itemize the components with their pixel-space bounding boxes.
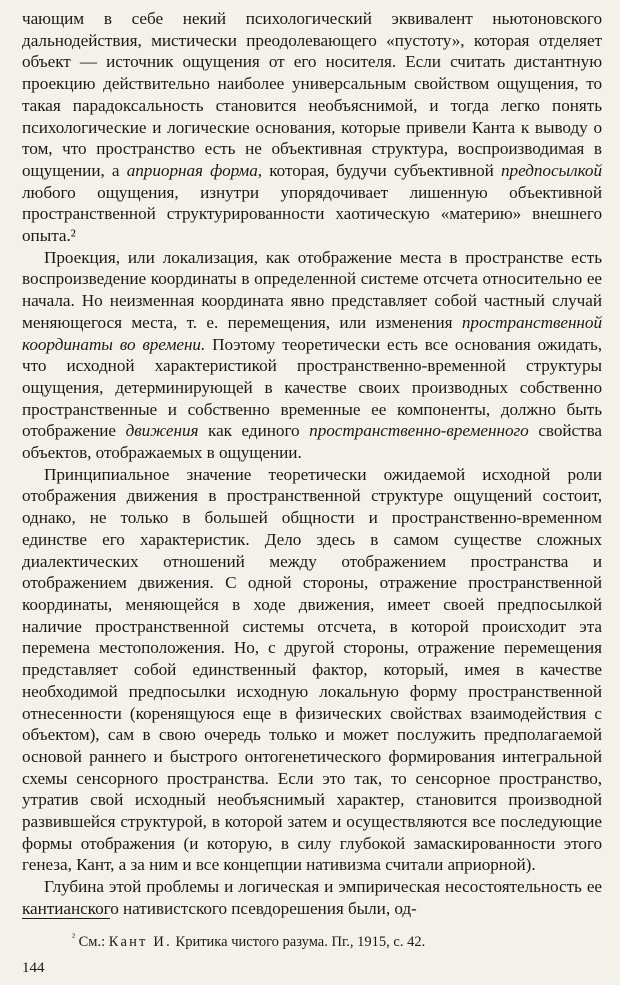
italic-run: движения [125,421,199,441]
text-run: Проекция, или локализация, как отображение места в пространстве есть воспроизведение координаты в определенной системе отсчета относительно ее начала. Но неизменная координата явно представляет собой частный случай меняющегося места, т. е. перемещения, или изменения [22,247,602,332]
footnote-author: Кант И. [108,933,172,950]
paragraph [22,247,602,464]
paragraph [22,876,602,919]
footnote-divider [22,918,110,919]
text-run: Поэтому теоретически есть все основания ожидать, что исходной характеристикой пространственно-временной структуры ощущения, детерминирующей в качестве своих производных собственно пространственные и собственно временные ее компоненты, должно быть отображение [22,334,602,441]
paragraph [22,8,602,247]
body-text [22,8,602,920]
footnote-mark: ² [72,932,75,943]
text-run: как единого [198,421,310,441]
paragraph [22,464,602,876]
footnote-citation: Критика чистого разума. Пг., 1915, с. 42. [171,933,426,950]
text-run: Принципиальное значение теоретически ожидаемой исходной роли отображения движения в пространственной структуре ощущений состоит, однако, не только в большей общности и пространственно-временном единстве его характеристик. Дело здесь в самом существе сложных диалектических отношений между отображением пространства и отображением движения. С одной стороны, отражение пространственной координаты, меняющейся в ходе движения, имеет своей предпосылкой наличие пространственной системы отсчета, в которой происходит эта перемена местоположения. Но, с другой стороны, отражение перемещения представляет собой единственный фактор, который, имея в качестве необходимой предпосылки исходную локальную форму пространственной отнесенности (коренящуюся еще в физических свойствах взаимодействия с объектом), сам в свою очередь только и может послужить предполагаемой основой раннего и быстрого онтогенетического формирования интегральной схемы сенсорного пространства. Если это так, то сенсорное пространство, утратив свой исходный необъяснимый характер, становится производной развившейся структурой, в которой затем и осуществляются все последующие формы отображения (и которую, в силу глубокой замаскированности этого генеза, Кант, а за ним и все концепции нативизма считали априорной). [22,464,602,875]
footnote [72,929,425,951]
italic-run: пространственной координаты во времени. [22,312,602,354]
italic-run: априорная форма [126,160,258,180]
footnote-prefix: См.: [78,933,109,950]
italic-run: предпосылкой [500,160,602,180]
text-run: чающим в себе некий психологический эквивалент ньютоновского дальнодействия, мистически преодолевающего «пустоту», которая отделяет объект — источник ощущения от его носителя. Если считать дистантную проекцию действительно наиболее универсальным свойством ощущения, то такая парадоксальность становится необъяснимой, и тогда легко понять психологические и логические основания, которые привели Канта к выводу о том, что пространство есть не объективная структура, воспроизводимая в ощущении, а [22,9,602,180]
text-run: свойства объектов, отображаемых в ощущении. [22,421,602,463]
text-run: Глубина этой проблемы и логическая и эмпирическая несостоятельность ее кантианского нативистского псевдорешения были, од- [22,877,602,918]
italic-run: пространственно-временного [309,421,529,441]
text-run: любого ощущения, изнутри упорядочивает лишенную объективной пространственной структурированности хаотическую «материю» внешнего опыта.² [22,182,602,246]
text-run: , которая, будучи субъективной [257,160,501,180]
page-number: 144 [22,960,45,976]
